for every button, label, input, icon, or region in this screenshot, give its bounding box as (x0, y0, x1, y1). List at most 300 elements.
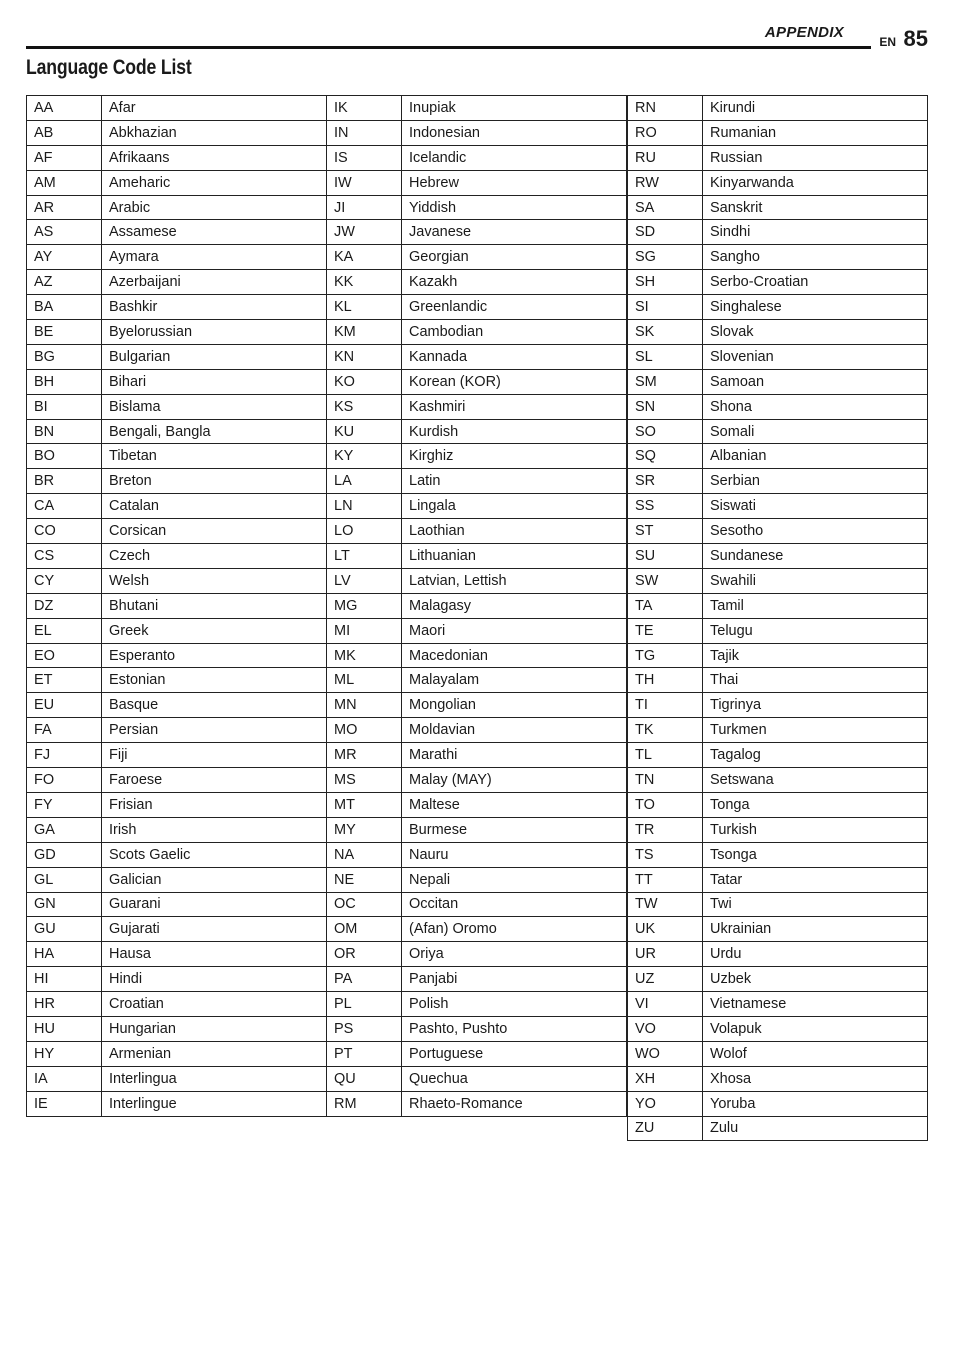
table-row (628, 718, 928, 743)
language-code: SQ (628, 444, 703, 469)
language-code: NE (327, 867, 402, 892)
language-name: Kashmiri (402, 394, 627, 419)
language-name: Corsican (102, 519, 327, 544)
table-row (327, 394, 627, 419)
language-name: Aymara (102, 245, 327, 270)
language-code: SG (628, 245, 703, 270)
table-row (27, 917, 327, 942)
language-code: CA (27, 494, 102, 519)
table-row (628, 792, 928, 817)
language-code: KU (327, 419, 402, 444)
language-code: AS (27, 220, 102, 245)
table-row (327, 1066, 627, 1091)
table-row (327, 867, 627, 892)
table-row (628, 967, 928, 992)
table-row (628, 295, 928, 320)
language-name: Bihari (102, 369, 327, 394)
language-code: SL (628, 344, 703, 369)
language-code: FY (27, 792, 102, 817)
language-code: MT (327, 792, 402, 817)
language-name: Xhosa (703, 1066, 928, 1091)
table-row (27, 419, 327, 444)
table-row (327, 743, 627, 768)
table-row (327, 792, 627, 817)
language-code: SI (628, 295, 703, 320)
language-name: Latin (402, 469, 627, 494)
language-code: BG (27, 344, 102, 369)
language-code: JI (327, 195, 402, 220)
table-row (27, 295, 327, 320)
table-row (27, 369, 327, 394)
language-name: Tamil (703, 593, 928, 618)
language-code: SH (628, 270, 703, 295)
language-code: TI (628, 693, 703, 718)
language-name: Mongolian (402, 693, 627, 718)
language-name: Tatar (703, 867, 928, 892)
language-code: OM (327, 917, 402, 942)
table-row (27, 643, 327, 668)
language-name: Portuguese (402, 1041, 627, 1066)
table-row (327, 369, 627, 394)
language-code: TT (628, 867, 703, 892)
table-row (27, 270, 327, 295)
table-row (628, 942, 928, 967)
language-name: Polish (402, 992, 627, 1017)
table-row (27, 544, 327, 569)
language-code: LA (327, 469, 402, 494)
language-code: RU (628, 145, 703, 170)
table-row (327, 544, 627, 569)
table-row (327, 494, 627, 519)
language-code: HY (27, 1041, 102, 1066)
language-name: Interlingue (102, 1091, 327, 1116)
language-code: CS (27, 544, 102, 569)
language-name: Guarani (102, 892, 327, 917)
language-name: Korean (KOR) (402, 369, 627, 394)
language-code: TL (628, 743, 703, 768)
table-row (628, 494, 928, 519)
language-code: MN (327, 693, 402, 718)
language-code: TA (628, 593, 703, 618)
language-name: Kirghiz (402, 444, 627, 469)
table-row (628, 817, 928, 842)
table-row (327, 1091, 627, 1116)
language-name: Russian (703, 145, 928, 170)
language-name: Moldavian (402, 718, 627, 743)
table-row (27, 519, 327, 544)
language-code: EU (27, 693, 102, 718)
language-code: SM (628, 369, 703, 394)
language-name: Tagalog (703, 743, 928, 768)
language-name: Azerbaijani (102, 270, 327, 295)
language-code: BE (27, 320, 102, 345)
table-row (628, 469, 928, 494)
language-name: Irish (102, 817, 327, 842)
table-row (327, 245, 627, 270)
language-code: CY (27, 568, 102, 593)
table-row (628, 693, 928, 718)
language-code: GL (27, 867, 102, 892)
table-row (27, 444, 327, 469)
table-row (327, 344, 627, 369)
table-row (327, 842, 627, 867)
language-code: LO (327, 519, 402, 544)
language-name: Zulu (703, 1116, 928, 1141)
table-row (27, 1016, 327, 1041)
table-row (628, 170, 928, 195)
language-name: Assamese (102, 220, 327, 245)
language-name: Lingala (402, 494, 627, 519)
table-row (27, 693, 327, 718)
language-name: Galician (102, 867, 327, 892)
table-row (27, 320, 327, 345)
language-code: WO (628, 1041, 703, 1066)
language-name: Ameharic (102, 170, 327, 195)
language-code: QU (327, 1066, 402, 1091)
language-code: IW (327, 170, 402, 195)
language-code: VI (628, 992, 703, 1017)
table-row (327, 967, 627, 992)
section-label: APPENDIX (764, 24, 844, 41)
table-row (628, 544, 928, 569)
language-code: IE (27, 1091, 102, 1116)
language-name: Hindi (102, 967, 327, 992)
table-row (27, 96, 327, 121)
language-code: PT (327, 1041, 402, 1066)
page-number: 85 (903, 26, 928, 51)
language-code: KS (327, 394, 402, 419)
language-name: Kannada (402, 344, 627, 369)
language-name: Rhaeto-Romance (402, 1091, 627, 1116)
language-name: Wolof (703, 1041, 928, 1066)
language-code: AB (27, 120, 102, 145)
language-code: UR (628, 942, 703, 967)
language-code: JW (327, 220, 402, 245)
table-row (628, 369, 928, 394)
language-code: RO (628, 120, 703, 145)
language-name: Oriya (402, 942, 627, 967)
language-name: Macedonian (402, 643, 627, 668)
table-row (27, 817, 327, 842)
language-name: Siswati (703, 494, 928, 519)
language-code: MO (327, 718, 402, 743)
language-name: Inupiak (402, 96, 627, 121)
language-code: XH (628, 1066, 703, 1091)
language-name: Frisian (102, 792, 327, 817)
table-row (27, 220, 327, 245)
language-code: CO (27, 519, 102, 544)
language-name: Kazakh (402, 270, 627, 295)
table-row (628, 568, 928, 593)
language-name: Czech (102, 544, 327, 569)
language-name: Nauru (402, 842, 627, 867)
table-row (327, 643, 627, 668)
table-row (628, 444, 928, 469)
language-name: Panjabi (402, 967, 627, 992)
page-title: Language Code List (26, 56, 192, 79)
language-code: PS (327, 1016, 402, 1041)
table-row (27, 892, 327, 917)
table-row (327, 892, 627, 917)
language-code: HA (27, 942, 102, 967)
language-code: HU (27, 1016, 102, 1041)
language-code: SK (628, 320, 703, 345)
language-code: TK (628, 718, 703, 743)
table-row (628, 892, 928, 917)
table-row (327, 170, 627, 195)
language-code: VO (628, 1016, 703, 1041)
language-name: Singhalese (703, 295, 928, 320)
language-name: Maltese (402, 792, 627, 817)
table-row (327, 320, 627, 345)
table-row (628, 195, 928, 220)
language-code: GU (27, 917, 102, 942)
language-name: Telugu (703, 618, 928, 643)
language-code: IN (327, 120, 402, 145)
language-code: BO (27, 444, 102, 469)
language-name: Hebrew (402, 170, 627, 195)
language-name: Occitan (402, 892, 627, 917)
language-name: Scots Gaelic (102, 842, 327, 867)
language-name: Sindhi (703, 220, 928, 245)
language-name: Abkhazian (102, 120, 327, 145)
language-code: EL (27, 618, 102, 643)
language-name: Thai (703, 668, 928, 693)
language-name: Ukrainian (703, 917, 928, 942)
table-row (327, 469, 627, 494)
language-code: YO (628, 1091, 703, 1116)
language-name: Yoruba (703, 1091, 928, 1116)
language-name: Serbian (703, 469, 928, 494)
language-name: Javanese (402, 220, 627, 245)
language-code: IK (327, 96, 402, 121)
language-code: TW (628, 892, 703, 917)
table-row (628, 1116, 928, 1141)
table-row (27, 1041, 327, 1066)
language-name: Volapuk (703, 1016, 928, 1041)
language-code: FJ (27, 743, 102, 768)
table-row (27, 195, 327, 220)
language-name: Arabic (102, 195, 327, 220)
language-table-column-1 (26, 95, 327, 1117)
table-row (628, 344, 928, 369)
language-code: KN (327, 344, 402, 369)
language-code: TS (628, 842, 703, 867)
language-code: MG (327, 593, 402, 618)
table-row (327, 145, 627, 170)
table-row (27, 1066, 327, 1091)
language-name: Malayalam (402, 668, 627, 693)
language-code: KO (327, 369, 402, 394)
language-name: Malay (MAY) (402, 768, 627, 793)
table-row (327, 220, 627, 245)
language-code: DZ (27, 593, 102, 618)
language-name: Pashto, Pushto (402, 1016, 627, 1041)
language-code: ET (27, 668, 102, 693)
language-name: Cambodian (402, 320, 627, 345)
table-row (327, 295, 627, 320)
language-code: OC (327, 892, 402, 917)
table-row (27, 867, 327, 892)
language-code: ML (327, 668, 402, 693)
language-tag: EN (879, 35, 896, 49)
language-name: Slovenian (703, 344, 928, 369)
table-row (27, 120, 327, 145)
table-row (327, 618, 627, 643)
language-table-column-2 (326, 95, 627, 1117)
table-row (327, 992, 627, 1017)
table-row (27, 593, 327, 618)
table-row (327, 519, 627, 544)
language-code: AR (27, 195, 102, 220)
table-row (628, 394, 928, 419)
table-row (27, 170, 327, 195)
language-name: Tigrinya (703, 693, 928, 718)
table-row (327, 1016, 627, 1041)
language-name: Nepali (402, 867, 627, 892)
table-row (628, 270, 928, 295)
table-row (27, 568, 327, 593)
language-name: Sundanese (703, 544, 928, 569)
language-name: Indonesian (402, 120, 627, 145)
table-row (27, 618, 327, 643)
table-row (327, 568, 627, 593)
language-code: PA (327, 967, 402, 992)
language-code: KK (327, 270, 402, 295)
language-code: MI (327, 618, 402, 643)
table-row (327, 195, 627, 220)
table-row (327, 444, 627, 469)
table-row (628, 1041, 928, 1066)
language-name: Georgian (402, 245, 627, 270)
language-code: LN (327, 494, 402, 519)
table-row (628, 145, 928, 170)
language-code: HI (27, 967, 102, 992)
language-code: SR (628, 469, 703, 494)
language-name: Kirundi (703, 96, 928, 121)
table-row (327, 419, 627, 444)
language-name: Somali (703, 419, 928, 444)
table-row (27, 394, 327, 419)
language-name: Afrikaans (102, 145, 327, 170)
table-row (27, 718, 327, 743)
language-name: Fiji (102, 743, 327, 768)
language-name: Welsh (102, 568, 327, 593)
table-row (327, 942, 627, 967)
language-code: SD (628, 220, 703, 245)
language-name: Latvian, Lettish (402, 568, 627, 593)
language-code: AM (27, 170, 102, 195)
language-code: MR (327, 743, 402, 768)
language-code: TO (628, 792, 703, 817)
table-row (327, 270, 627, 295)
language-name: Sangho (703, 245, 928, 270)
language-code: LT (327, 544, 402, 569)
language-code: NA (327, 842, 402, 867)
language-name: Bislama (102, 394, 327, 419)
language-name: Afar (102, 96, 327, 121)
table-row (628, 867, 928, 892)
language-code: MS (327, 768, 402, 793)
table-row (27, 743, 327, 768)
table-row (27, 668, 327, 693)
table-row (327, 718, 627, 743)
table-row (27, 344, 327, 369)
language-name: Tsonga (703, 842, 928, 867)
language-code: LV (327, 568, 402, 593)
language-code: TE (628, 618, 703, 643)
language-name: Persian (102, 718, 327, 743)
table-row (628, 992, 928, 1017)
header-rule (26, 46, 871, 49)
language-name: Serbo-Croatian (703, 270, 928, 295)
table-row (27, 842, 327, 867)
table-row (327, 120, 627, 145)
language-code: MY (327, 817, 402, 842)
language-name: Setswana (703, 768, 928, 793)
language-code: RN (628, 96, 703, 121)
language-code: TN (628, 768, 703, 793)
language-name: Greek (102, 618, 327, 643)
language-name: Bengali, Bangla (102, 419, 327, 444)
language-name: Swahili (703, 568, 928, 593)
table-row (327, 917, 627, 942)
language-code: TR (628, 817, 703, 842)
table-row (27, 494, 327, 519)
language-code: TH (628, 668, 703, 693)
language-code: IS (327, 145, 402, 170)
table-row (628, 96, 928, 121)
table-row (327, 817, 627, 842)
table-row (628, 643, 928, 668)
table-row (628, 519, 928, 544)
language-code: BR (27, 469, 102, 494)
table-row (628, 917, 928, 942)
language-name: Hungarian (102, 1016, 327, 1041)
language-name: Urdu (703, 942, 928, 967)
table-row (628, 1066, 928, 1091)
language-code: KY (327, 444, 402, 469)
table-row (327, 1041, 627, 1066)
table-row (27, 145, 327, 170)
language-code: SA (628, 195, 703, 220)
language-name: Byelorussian (102, 320, 327, 345)
language-code: BH (27, 369, 102, 394)
language-name: Slovak (703, 320, 928, 345)
language-code: AZ (27, 270, 102, 295)
table-row (628, 618, 928, 643)
language-name: Estonian (102, 668, 327, 693)
language-name: Faroese (102, 768, 327, 793)
language-name: Kurdish (402, 419, 627, 444)
language-code: PL (327, 992, 402, 1017)
language-name: Maori (402, 618, 627, 643)
language-name: Uzbek (703, 967, 928, 992)
language-name: Shona (703, 394, 928, 419)
language-code: FO (27, 768, 102, 793)
language-name: Lithuanian (402, 544, 627, 569)
table-row (628, 419, 928, 444)
table-row (27, 245, 327, 270)
table-row (27, 992, 327, 1017)
language-code: SO (628, 419, 703, 444)
language-code: SN (628, 394, 703, 419)
table-row (27, 792, 327, 817)
language-name: Vietnamese (703, 992, 928, 1017)
table-row (628, 743, 928, 768)
language-name: Esperanto (102, 643, 327, 668)
table-row (628, 320, 928, 345)
